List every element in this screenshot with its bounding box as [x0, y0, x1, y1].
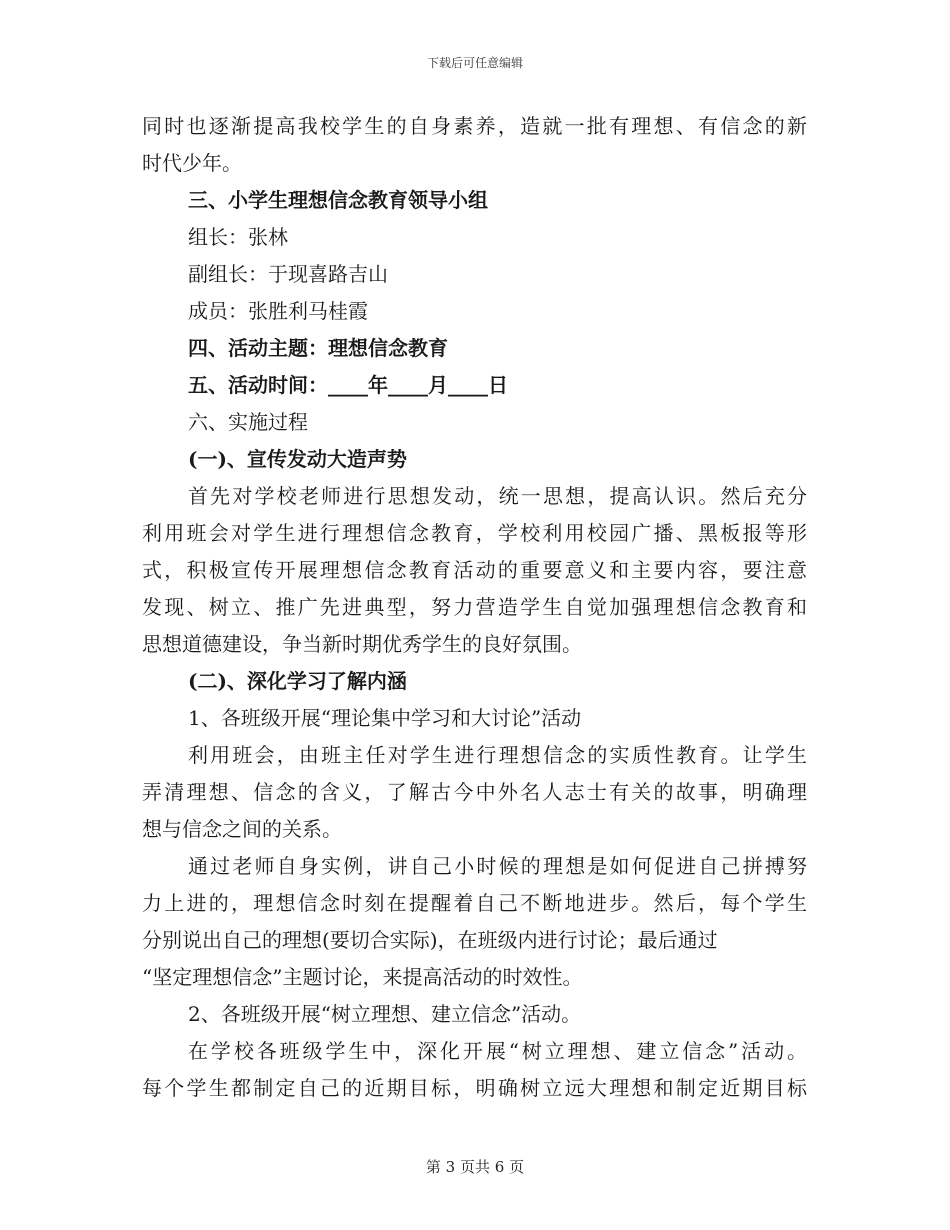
paragraph-line: 首先对学校老师进行思想发动，统一思想，提高认识。然后充分 [188, 484, 807, 508]
paragraph-line: 成员：张胜利马桂霞 [188, 299, 368, 323]
paragraph-line: 利用班会对学生进行理想信念教育，学校利用校园广播、黑板报等形 [142, 521, 807, 545]
paragraph-line: 通过老师自身实例，讲自己小时候的理想是如何促进自己拼搏努 [188, 854, 807, 878]
paragraph-line: 组长：张林 [188, 225, 288, 249]
paragraph-line: 副组长：于现喜路吉山 [188, 262, 388, 286]
section-heading: (一)、宣传发动大造声势 [188, 447, 407, 471]
paragraph-line: 1、各班级开展“理论集中学习和大讨论”活动 [188, 706, 582, 730]
paragraph-line: 想与信念之间的关系。 [142, 817, 342, 841]
page-footer: 第 3 页共 6 页 [425, 1158, 525, 1176]
paragraph-line: 在学校各班级学生中，深化开展“树立理想、建立信念”活动。 [188, 1039, 807, 1063]
section-heading: 五、活动时间：____年____月____日 [188, 373, 508, 397]
paragraph-line: 利用班会，由班主任对学生进行理想信念的实质性教育。让学生 [188, 743, 807, 767]
paragraph-line: 2、各班级开展“树立理想、建立信念”活动。 [188, 1002, 582, 1026]
paragraph-line: 同时也逐渐提高我校学生的自身素养，造就一批有理想、有信念的新 [142, 114, 807, 138]
document-body [142, 108, 807, 1107]
paragraph-line: 分别说出自己的理想(要切合实际)，在班级内进行讨论；最后通过 [142, 928, 718, 952]
paragraph-line: 时代少年。 [142, 151, 242, 175]
paragraph-line: 力上进的，理想信念时刻在提醒着自己不断地进步。然后，每个学生 [142, 891, 807, 915]
paragraph-line: 每个学生都制定自己的近期目标，明确树立远大理想和制定近期目标 [142, 1076, 807, 1100]
section-heading: 三、小学生理想信念教育领导小组 [188, 188, 488, 212]
section-heading: (二)、深化学习了解内涵 [188, 669, 407, 693]
section-heading: 四、活动主题：理想信念教育 [188, 336, 448, 360]
page-header: 下载后可任意编辑 [426, 56, 523, 70]
paragraph-line: “坚定理想信念”主题讨论，来提高活动的时效性。 [142, 965, 583, 989]
paragraph-line: 发现、树立、推广先进典型，努力营造学生自觉加强理想信念教育和 [142, 595, 807, 619]
paragraph-line: 弄清理想、信念的含义，了解古今中外名人志士有关的故事，明确理 [142, 780, 807, 804]
paragraph-line: 式，积极宣传开展理想信念教育活动的重要意义和主要内容，要注意 [142, 558, 807, 582]
paragraph-line: 思想道德建设，争当新时期优秀学生的良好氛围。 [142, 632, 582, 656]
paragraph-line: 六、实施过程 [188, 410, 308, 434]
